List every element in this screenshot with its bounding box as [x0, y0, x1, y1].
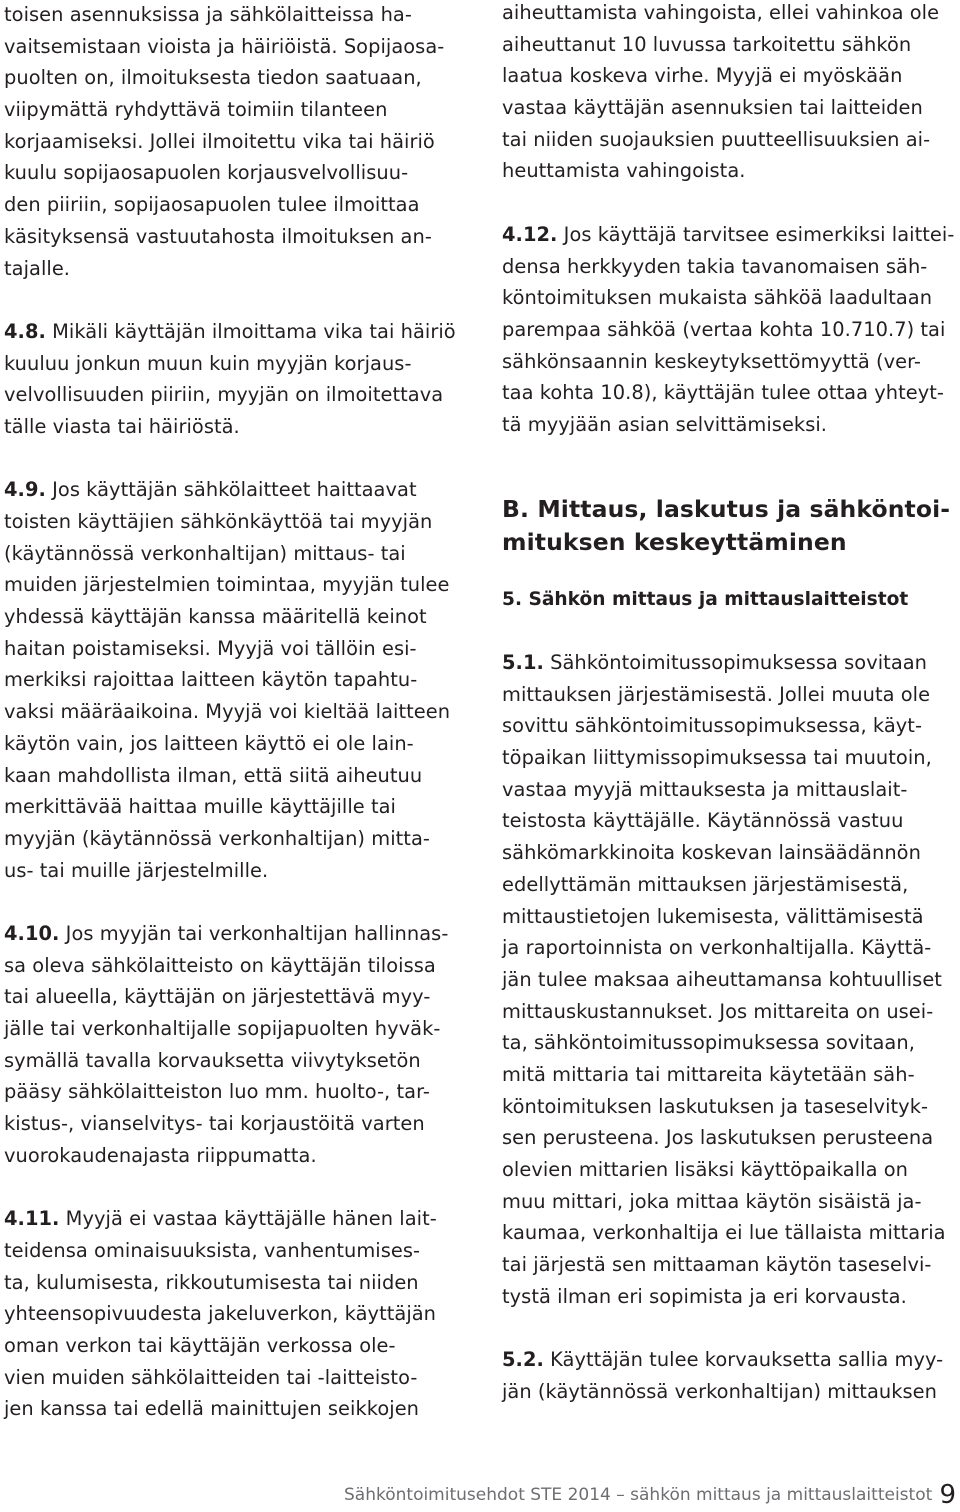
text-line: olevien mittarien lisäksi käyttöpaikalla on	[502, 1158, 908, 1181]
heading-line: mituksen keskeyttäminen	[502, 527, 847, 556]
text-line: korjaamiseksi. Jollei ilmoitettu vika tai häiriö	[4, 129, 435, 153]
heading-section-5: 5. Sähkön mittaus ja mittauslaitteistot	[502, 588, 909, 610]
text-line: den piiriin, sopijaosapuolen tulee ilmoittaa	[4, 193, 420, 217]
text-line: yhteensopivuudesta jakeluverkon, käyttäjän	[4, 1302, 437, 1326]
paragraph-5-2	[502, 1344, 958, 1407]
text-line: vien muiden sähkölaitteiden tai -laitteisto-	[4, 1365, 418, 1389]
text-line: ja raportoinnista on verkonhaltijalla. Käyttä-	[502, 936, 932, 960]
text-line: kaan mahdollista ilman, että siitä aiheutuu	[4, 763, 423, 787]
paragraph-gap	[502, 187, 958, 219]
paragraph-gap	[502, 441, 958, 493]
text-line: myyjän (käytännössä verkonhaltijan) mitta-	[4, 826, 430, 850]
text-line: kuuluu jonkun muun kuin myyjän korjaus-	[4, 351, 412, 375]
text-line: toisen asennuksissa ja sähkölaitteissa ha-	[4, 3, 412, 26]
paragraph-gap	[502, 615, 958, 647]
heading-line: B. Mittaus, laskutus ja sähköntoi-	[502, 494, 951, 523]
section-number: 4.12.	[502, 222, 558, 246]
heading-section-b	[502, 493, 958, 559]
text-line: käsityksensä vastuutahosta ilmoituksen an-	[4, 224, 432, 248]
text-line: merkittävää haittaa muille käyttäjille tai	[4, 795, 396, 819]
text-line: haitan poistamiseksi. Myyjä voi tällöin esi-	[4, 636, 417, 660]
text-line: vastaa myyjä mittauksesta ja mittauslait-	[502, 777, 908, 801]
paragraph-gap	[502, 559, 958, 584]
text-line: ta, kulumisesta, rikkoutumisesta tai niiden	[4, 1270, 419, 1294]
text-line: jän (käytännössä verkonhaltijan) mittauksen	[502, 1379, 937, 1403]
text-line: sovittu sähköntoimitussopimuksessa, käyt-	[502, 714, 922, 738]
text-line	[4, 918, 462, 950]
text-line: tälle viasta tai häiriöstä.	[4, 414, 240, 438]
text-line: muu mittari, joka mittaa käytön sisäistä ja-	[502, 1189, 922, 1213]
text-line: (käytännössä verkonhaltijan) mittaus- tai	[4, 541, 406, 565]
text-line: mittauskustannukset. Jos mittareita on usei-	[502, 999, 934, 1023]
left-column	[4, 0, 462, 1425]
text-line: pääsy sähkölaitteiston luo mm. huolto-, tar-	[4, 1080, 430, 1104]
text-line: sa oleva sähkölaitteisto on käyttäjän tiloissa	[4, 953, 436, 977]
section-number: 4.9.	[4, 478, 46, 502]
paragraph-4-10	[4, 918, 462, 1172]
text-line: vaksi määräaikoina. Myyjä voi kieltää laitteen	[4, 700, 451, 724]
text-line: köntoimituksen laskutuksen ja taseselvityk-	[502, 1094, 929, 1118]
text-line: vaitsemistaan vioista ja häiriöistä. Sopijaosa-	[4, 34, 445, 58]
text-line: käytön vain, jos laitteen käyttö ei ole lain-	[4, 731, 414, 755]
paragraph-4-9	[4, 474, 462, 886]
text-line: parempaa sähköä (vertaa kohta 10.710.7) tai	[502, 317, 946, 341]
text-line: vastaa käyttäjän asennuksien tai laitteiden	[502, 96, 923, 120]
text-line: oman verkon tai käyttäjän verkossa ole-	[4, 1333, 396, 1357]
section-number: 4.10.	[4, 921, 60, 945]
text-run: Jos käyttäjä tarvitsee esimerkiksi laittei-	[557, 222, 955, 246]
paragraph-4-11	[4, 1203, 462, 1425]
text-line: laatua koskeva virhe. Myyjä ei myöskään	[502, 64, 903, 88]
text-line: tai niiden suojauksien puutteellisuuksien ai-	[502, 127, 931, 151]
text-line	[502, 219, 958, 251]
section-number: 4.8.	[4, 319, 46, 343]
text-line: jen kanssa tai edellä mainittujen seikkojen	[4, 1397, 420, 1421]
text-line: teidensa ominaisuuksista, vanhentumises-	[4, 1238, 421, 1262]
section-number: 5.2.	[502, 1348, 544, 1372]
text-run: Sähköntoimitussopimuksessa sovitaan	[543, 651, 928, 674]
text-line: mittaustietojen lukemisesta, välittämisestä	[502, 904, 924, 928]
text-line: tä myyjään asian selvittämiseksi.	[502, 412, 828, 436]
text-line: aiheuttamista vahingoista, ellei vahinkoa ole	[502, 1, 940, 24]
text-line: puolten on, ilmoituksesta tiedon saatuaan,	[4, 66, 422, 90]
text-line: symällä tavalla korvauksetta viivytyksetön	[4, 1048, 421, 1072]
paragraph-5-1	[502, 647, 958, 1312]
page-footer	[344, 1478, 956, 1512]
text-run: Käyttäjän tulee korvauksetta sallia myy-	[543, 1348, 944, 1372]
paragraph-4-8	[4, 316, 462, 443]
paragraph-gap	[502, 1312, 958, 1344]
page-number: 9	[939, 1480, 956, 1510]
text-line: taa kohta 10.8), käyttäjän tulee ottaa yhteyt-	[502, 381, 944, 405]
text-line: köntoimituksen mukaista sähköä laadultaan	[502, 286, 933, 310]
text-run: Jos myyjän tai verkonhaltijan hallinnas-	[59, 921, 449, 945]
paragraph-gap	[4, 284, 462, 316]
text-line: muiden järjestelmien toimintaa, myyjän tulee	[4, 573, 450, 597]
paragraph-gap	[4, 443, 462, 475]
text-line: merkiksi rajoittaa laitteen käytön tapahtu-	[4, 668, 418, 692]
text-run: Myyjä ei vastaa käyttäjälle hänen lait-	[59, 1207, 437, 1231]
text-line: kistus-, vianselvitys- tai korjaustöitä varten	[4, 1112, 425, 1136]
text-line: sähkömarkkinoita koskevan lainsäädännön	[502, 841, 921, 865]
section-number: 5.1.	[502, 651, 544, 674]
text-line: heuttamista vahingoista.	[502, 159, 746, 183]
section-number: 4.11.	[4, 1207, 60, 1231]
text-line: tai järjestä sen mittaaman käytön taseselvi-	[502, 1253, 932, 1277]
running-title: Sähköntoimitusehdot STE 2014 – sähkön mittaus ja mittauslaitteistot	[344, 1485, 933, 1505]
text-line: jälle tai verkonhaltijalle sopijapuolten hyväk-	[4, 1017, 441, 1040]
text-line: kuulu sopijaosapuolen korjausvelvollisuu-	[4, 161, 409, 185]
text-line	[4, 316, 462, 348]
text-line	[502, 1344, 958, 1376]
text-line: töpaikan liittymissopimuksessa tai muutoin,	[502, 746, 932, 770]
right-column	[502, 0, 958, 1408]
text-line: aiheuttanut 10 luvussa tarkoitettu sähkön	[502, 32, 912, 56]
paragraph-intro	[4, 0, 462, 284]
text-line: us- tai muille järjestelmille.	[4, 858, 269, 882]
paragraph-gap	[4, 886, 462, 918]
paragraph-continued	[502, 0, 958, 187]
paragraph-gap	[4, 1171, 462, 1203]
text-run: Mikäli käyttäjän ilmoittama vika tai häiriö	[45, 319, 456, 343]
text-line: densa herkkyyden takia tavanomaisen säh-	[502, 254, 928, 278]
text-line: teistosta käyttäjälle. Käytännössä vastuu	[502, 809, 904, 833]
text-line: sähkönsaannin keskeytyksettömyyttä (ver-	[502, 349, 921, 373]
text-line: tajalle.	[4, 256, 71, 280]
text-line: edellyttämän mittauksen järjestämisestä,	[502, 872, 909, 896]
text-line: velvollisuuden piiriin, myyjän on ilmoitettava	[4, 383, 444, 407]
text-line: toisten käyttäjien sähkönkäyttöä tai myyjän	[4, 510, 433, 533]
text-line	[502, 647, 958, 679]
text-line: mittauksen järjestämisestä. Jollei muuta ole	[502, 682, 931, 706]
text-line: tystä ilman eri sopimista ja eri korvausta.	[502, 1284, 907, 1308]
text-line: yhdessä käyttäjän kanssa määritellä keinot	[4, 605, 427, 629]
text-line: ta, sähköntoimitussopimuksessa sovitaan,	[502, 1031, 915, 1055]
text-run: Jos käyttäjän sähkölaitteet haittaavat	[45, 478, 417, 502]
text-line: viipymättä ryhdyttävä toimiin tilanteen	[4, 98, 388, 122]
text-line: kaumaa, verkonhaltija ei lue tällaista mittaria	[502, 1221, 946, 1245]
text-line	[4, 474, 462, 506]
text-line: jän tulee maksaa aiheuttamansa kohtuulliset	[502, 967, 942, 991]
text-line: mitä mittaria tai mittareita käytetään säh-	[502, 1062, 915, 1086]
text-line: tai alueella, käyttäjän on järjestettävä myy-	[4, 985, 431, 1009]
paragraph-4-12	[502, 219, 958, 441]
text-line: vuorokaudenajasta riippumatta.	[4, 1143, 317, 1167]
text-line	[4, 1203, 462, 1235]
text-line: sen perusteena. Jos laskutuksen perusteena	[502, 1126, 934, 1150]
